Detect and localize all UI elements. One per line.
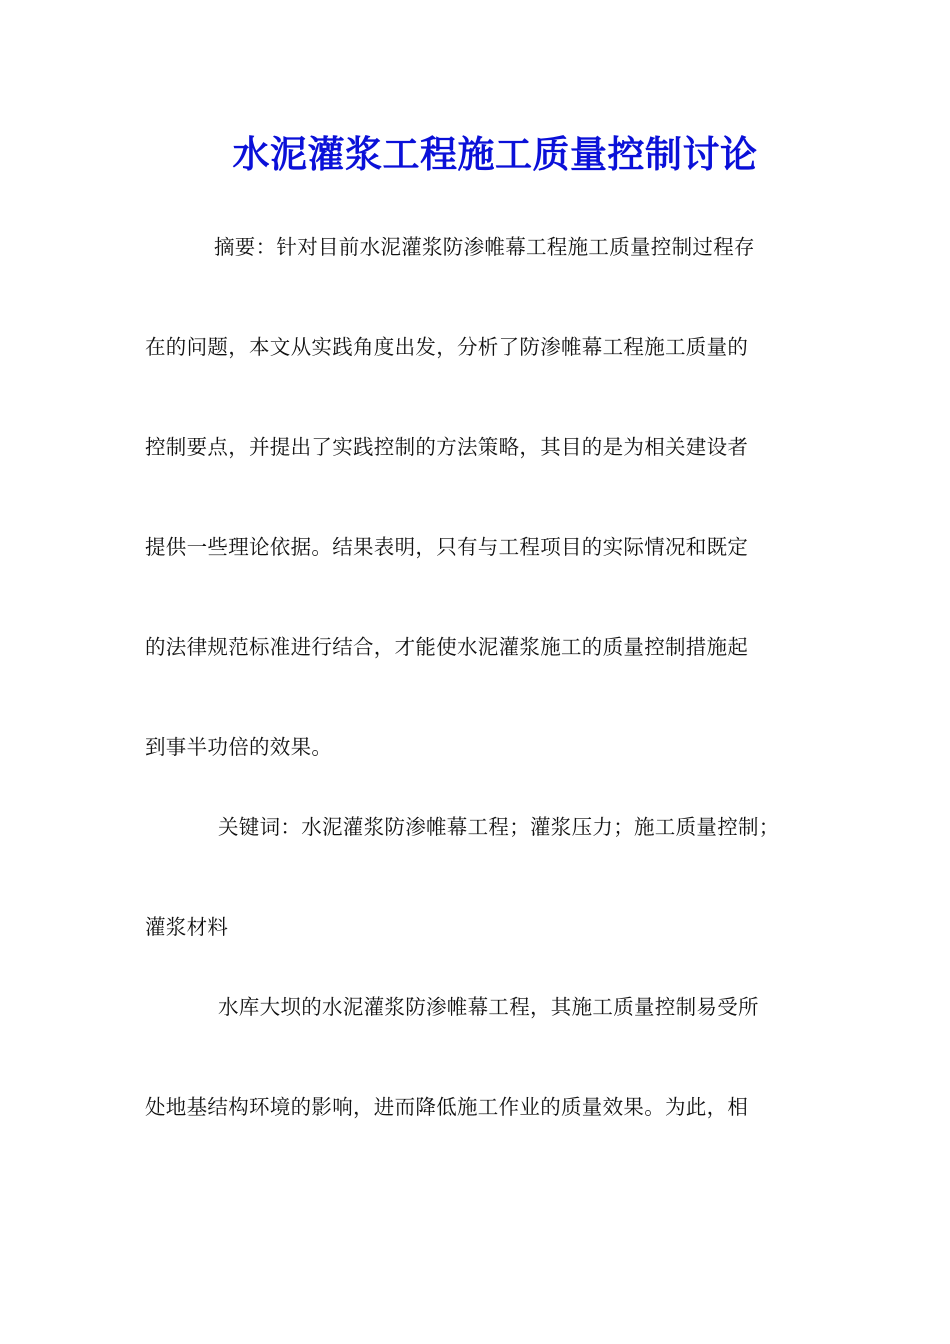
abstract-line-5: 的法律规范标准进行结合，才能使水泥灌浆施工的质量控制措施起: [145, 635, 749, 659]
abstract-line-6: 到事半功倍的效果。: [145, 735, 333, 759]
keywords-line-1: 关键词：水泥灌浆防渗帷幕工程；灌浆压力；施工质量控制；: [218, 815, 780, 839]
abstract-line-4: 提供一些理论依据。结果表明，只有与工程项目的实际情况和既定: [145, 535, 749, 559]
abstract-line-1: 摘要：针对目前水泥灌浆防渗帷幕工程施工质量控制过程存: [214, 235, 755, 259]
abstract-line-2: 在的问题，本文从实践角度出发，分析了防渗帷幕工程施工质量的: [145, 335, 749, 359]
body-line-1: 水库大坝的水泥灌浆防渗帷幕工程，其施工质量控制易受所: [218, 995, 759, 1019]
keywords-line-2: 灌浆材料: [145, 915, 229, 939]
document-title: 水泥灌浆工程施工质量控制讨论: [232, 132, 758, 176]
abstract-line-3: 控制要点，并提出了实践控制的方法策略，其目的是为相关建设者: [145, 435, 749, 459]
body-line-2: 处地基结构环境的影响，进而降低施工作业的质量效果。为此，相: [145, 1095, 749, 1119]
